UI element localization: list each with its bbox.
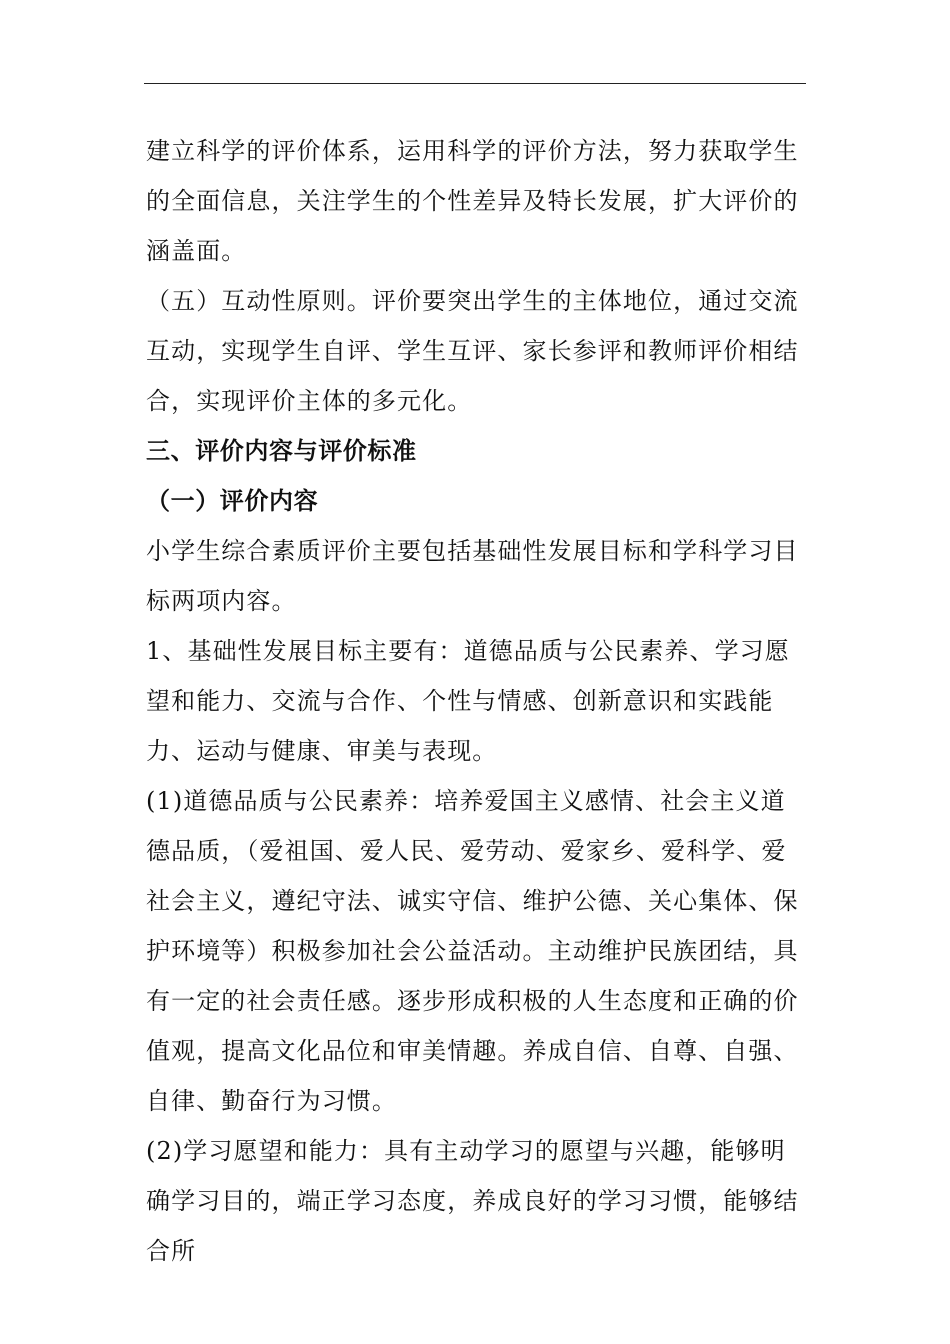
header-rule [144,83,806,84]
subsection-heading-evaluation-content: （一）评价内容 [146,487,319,515]
paragraph-moral-quality: (1)道德品质与公民素养：培养爱国主义感情、社会主义道德品质，（爱祖国、爱人民、爱劳动、爱家乡、爱科学、爱社会主义，遵纪守法、诚实守信、维护公德、关心集体、保护环境等）积极参加社会公益活动。主动维护民族团结，具有一定的社会责任感。逐步形成积极的人生态度和正确的价值观，提高文化品位和审美情趣。养成自信、自尊、自强、自律、勤奋行为习惯。 [146,787,799,1115]
paragraph-basic-goals: 1、基础性发展目标主要有：道德品质与公民素养、学习愿望和能力、交流与合作、个性与情感、创新意识和实践能力、运动与健康、审美与表现。 [146,637,790,765]
paragraph-evaluation-system: 建立科学的评价体系，运用科学的评价方法，努力获取学生的全面信息，关注学生的个性差异及特长发展，扩大评价的涵盖面。 [146,137,799,265]
section-heading-evaluation-content-standard: 三、评价内容与评价标准 [146,437,417,465]
document-body [146,126,810,1276]
paragraph-interaction-principle: （五）互动性原则。评价要突出学生的主体地位，通过交流互动，实现学生自评、学生互评、家长参评和教师评价相结合，实现评价主体的多元化。 [146,287,799,415]
paragraph-evaluation-scope: 小学生综合素质评价主要包括基础性发展目标和学科学习目标两项内容。 [146,537,799,615]
paragraph-learning-ability: (2)学习愿望和能力：具有主动学习的愿望与兴趣，能够明确学习目的，端正学习态度，养成良好的学习习惯，能够结合所 [146,1137,799,1265]
